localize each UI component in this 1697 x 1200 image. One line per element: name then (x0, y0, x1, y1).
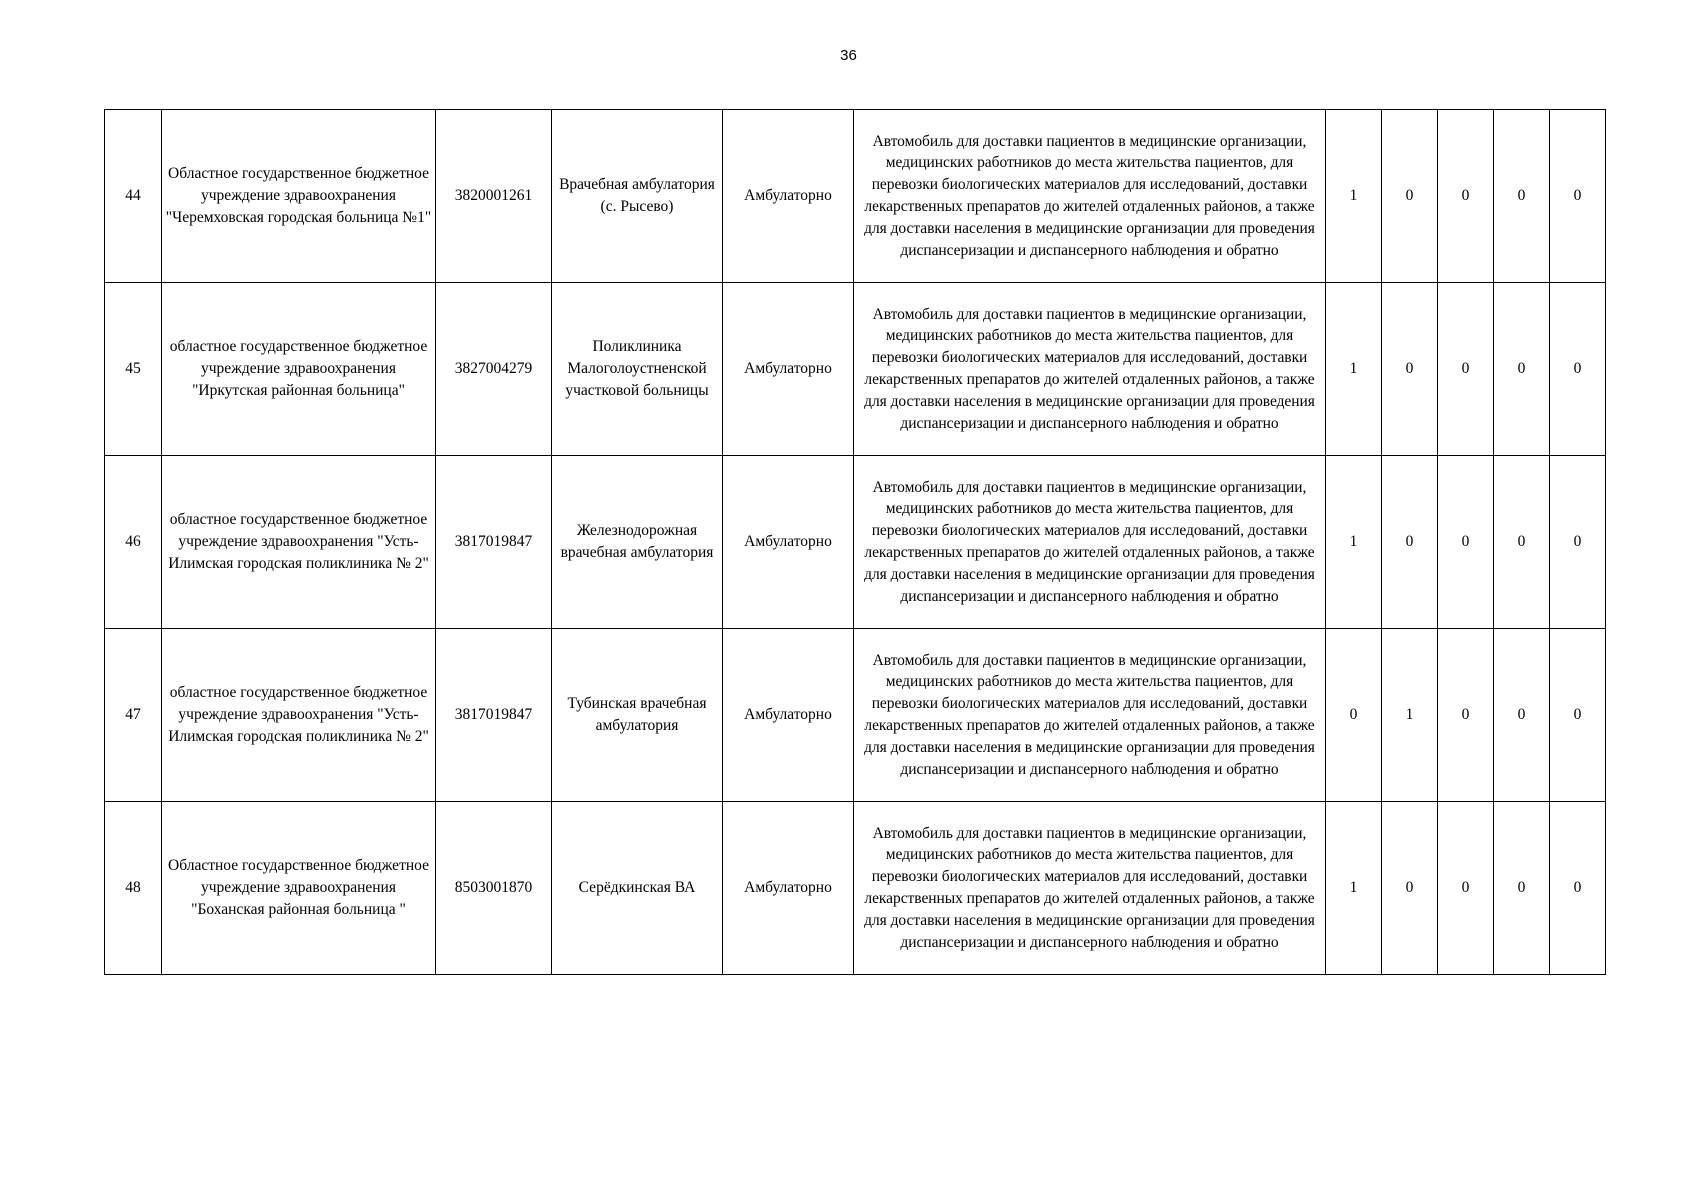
vehicle-purpose-cell: Автомобиль для доставки пациентов в медицинские организации, медицинских работников до места жительства пациентов, для перевозки биологических материалов для исследований, доставки лекарственных препаратов до жителей отдаленных районов, а также для доставки населения в медицинские организации для проведения диспансеризации и диспансерного наблюдения и обратно (854, 110, 1326, 283)
count-cell-4: 0 (1494, 629, 1550, 802)
count-cell-2: 1 (1382, 629, 1438, 802)
count-cell-4: 0 (1494, 802, 1550, 975)
count-cell-5: 0 (1550, 283, 1606, 456)
count-cell-4: 0 (1494, 456, 1550, 629)
page-number: 36 (840, 47, 857, 64)
care-mode-cell: Амбулаторно (723, 629, 854, 802)
count-cell-2: 0 (1382, 802, 1438, 975)
count-cell-2: 0 (1382, 110, 1438, 283)
subdivision-cell: Врачебная амбулатория (с. Рысево) (552, 110, 723, 283)
inn-cell: 3817019847 (436, 456, 552, 629)
count-cell-1: 1 (1326, 802, 1382, 975)
count-cell-3: 0 (1438, 802, 1494, 975)
table-row (105, 456, 1606, 629)
count-cell-1: 1 (1326, 456, 1382, 629)
organization-name-cell: областное государственное бюджетное учреждение здравоохранения "Усть-Илимская городская поликлиника № 2" (162, 629, 436, 802)
count-cell-5: 0 (1550, 629, 1606, 802)
subdivision-cell: Серёдкинская ВА (552, 802, 723, 975)
organization-name-cell: областное государственное бюджетное учреждение здравоохранения "Усть-Илимская городская поликлиника № 2" (162, 456, 436, 629)
table-row (105, 802, 1606, 975)
organization-name-cell: Областное государственное бюджетное учреждение здравоохранения "Боханская районная больница " (162, 802, 436, 975)
count-cell-5: 0 (1550, 110, 1606, 283)
inn-cell: 3820001261 (436, 110, 552, 283)
inn-cell: 3827004279 (436, 283, 552, 456)
count-cell-1: 1 (1326, 110, 1382, 283)
subdivision-cell: Поликлиника Малоголоустненской участковой больницы (552, 283, 723, 456)
inn-cell: 3817019847 (436, 629, 552, 802)
count-cell-2: 0 (1382, 456, 1438, 629)
count-cell-1: 0 (1326, 629, 1382, 802)
vehicle-purpose-cell: Автомобиль для доставки пациентов в медицинские организации, медицинских работников до места жительства пациентов, для перевозки биологических материалов для исследований, доставки лекарственных препаратов до жителей отдаленных районов, а также для доставки населения в медицинские организации для проведения диспансеризации и диспансерного наблюдения и обратно (854, 802, 1326, 975)
count-cell-3: 0 (1438, 110, 1494, 283)
count-cell-3: 0 (1438, 456, 1494, 629)
count-cell-1: 1 (1326, 283, 1382, 456)
vehicle-purpose-cell: Автомобиль для доставки пациентов в медицинские организации, медицинских работников до места жительства пациентов, для перевозки биологических материалов для исследований, доставки лекарственных препаратов до жителей отдаленных районов, а также для доставки населения в медицинские организации для проведения диспансеризации и диспансерного наблюдения и обратно (854, 283, 1326, 456)
count-cell-3: 0 (1438, 283, 1494, 456)
count-cell-2: 0 (1382, 283, 1438, 456)
row-number-cell: 47 (105, 629, 162, 802)
inn-cell: 8503001870 (436, 802, 552, 975)
count-cell-3: 0 (1438, 629, 1494, 802)
table-row (105, 283, 1606, 456)
vehicle-allocation-table (104, 109, 1606, 975)
vehicle-purpose-cell: Автомобиль для доставки пациентов в медицинские организации, медицинских работников до места жительства пациентов, для перевозки биологических материалов для исследований, доставки лекарственных препаратов до жителей отдаленных районов, а также для доставки населения в медицинские организации для проведения диспансеризации и диспансерного наблюдения и обратно (854, 629, 1326, 802)
row-number-cell: 44 (105, 110, 162, 283)
organization-name-cell: областное государственное бюджетное учреждение здравоохранения "Иркутская районная больница" (162, 283, 436, 456)
table-row (105, 110, 1606, 283)
care-mode-cell: Амбулаторно (723, 110, 854, 283)
table-row (105, 629, 1606, 802)
count-cell-5: 0 (1550, 802, 1606, 975)
count-cell-4: 0 (1494, 283, 1550, 456)
row-number-cell: 46 (105, 456, 162, 629)
subdivision-cell: Тубинская врачебная амбулатория (552, 629, 723, 802)
row-number-cell: 45 (105, 283, 162, 456)
table-body (105, 110, 1606, 975)
care-mode-cell: Амбулаторно (723, 283, 854, 456)
row-number-cell: 48 (105, 802, 162, 975)
organization-name-cell: Областное государственное бюджетное учреждение здравоохранения "Черемховская городская больница №1" (162, 110, 436, 283)
vehicle-purpose-cell: Автомобиль для доставки пациентов в медицинские организации, медицинских работников до места жительства пациентов, для перевозки биологических материалов для исследований, доставки лекарственных препаратов до жителей отдаленных районов, а также для доставки населения в медицинские организации для проведения диспансеризации и диспансерного наблюдения и обратно (854, 456, 1326, 629)
count-cell-4: 0 (1494, 110, 1550, 283)
care-mode-cell: Амбулаторно (723, 802, 854, 975)
care-mode-cell: Амбулаторно (723, 456, 854, 629)
count-cell-5: 0 (1550, 456, 1606, 629)
subdivision-cell: Железнодорожная врачебная амбулатория (552, 456, 723, 629)
